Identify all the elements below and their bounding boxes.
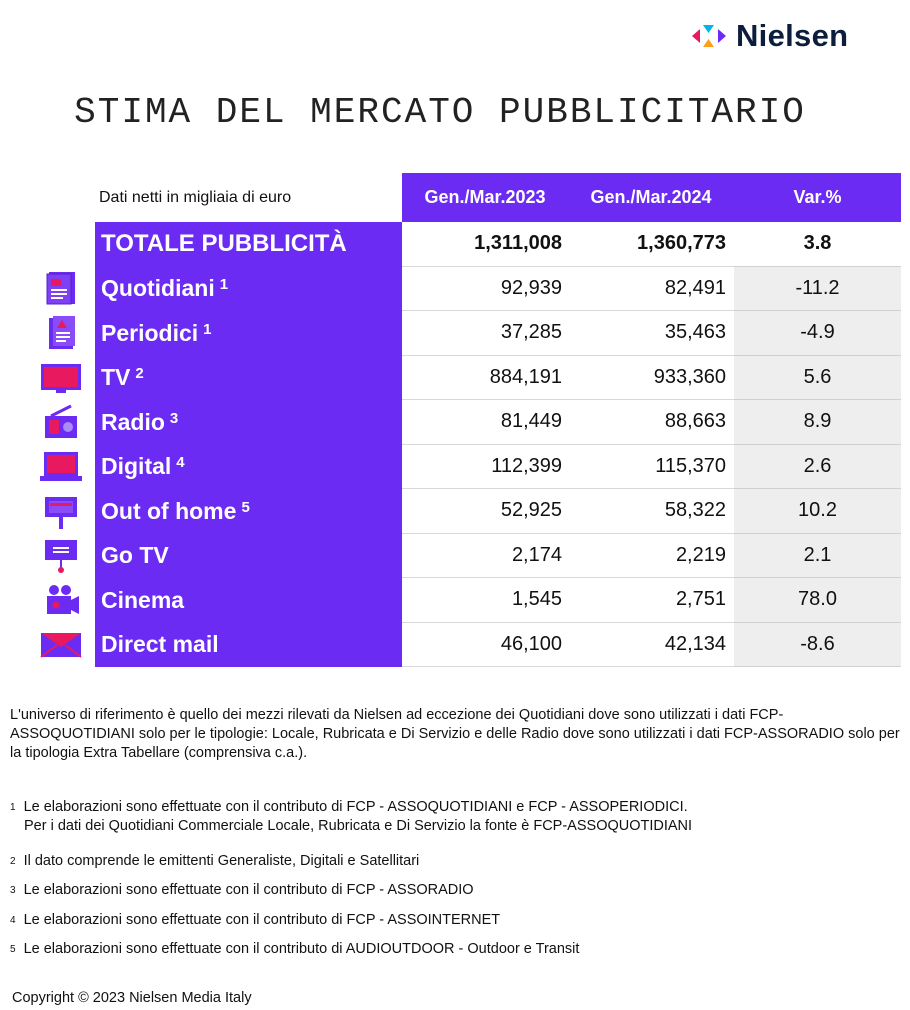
footnote-3 xyxy=(10,881,474,900)
row-label: Digital xyxy=(101,453,172,480)
table-row xyxy=(95,534,901,579)
row-2023: 81,449 xyxy=(402,400,568,445)
row-var: -4.9 xyxy=(734,311,901,356)
footnote-text: Le elaborazioni sono effettuate con il contributo di FCP - ASSOQUOTIDIANI e FCP - ASSOPERIODICI. xyxy=(23,799,688,815)
row-note: 1 xyxy=(203,320,212,338)
table-row xyxy=(95,311,901,356)
footnote-4 xyxy=(10,911,500,930)
row-note: 3 xyxy=(169,409,179,427)
row-var: 2.6 xyxy=(734,445,901,490)
magazine-icon xyxy=(36,311,86,356)
table-row xyxy=(95,489,901,534)
table-row xyxy=(95,400,901,445)
row-note: 5 xyxy=(241,498,250,516)
copyright: Copyright © 2023 Nielsen Media Italy xyxy=(12,990,252,1006)
row-2024: 42,134 xyxy=(568,623,734,668)
page-title: STIMA DEL MERCATO PUBBLICITARIO xyxy=(74,92,806,133)
table-header xyxy=(95,173,901,222)
row-note: 4 xyxy=(176,454,185,472)
row-label: Radio xyxy=(101,408,165,435)
table-row xyxy=(95,623,901,668)
header-2024: Gen./Mar.2024 xyxy=(568,173,734,222)
header-2023: Gen./Mar.2023 xyxy=(402,173,568,222)
row-label: Periodici xyxy=(101,319,199,346)
row-label: Cinema xyxy=(101,586,185,613)
footnote-1 xyxy=(10,798,692,836)
billboard-icon xyxy=(36,489,86,534)
row-2023: 46,100 xyxy=(402,623,568,668)
market-table xyxy=(95,173,901,667)
universe-note xyxy=(10,706,900,763)
row-label: Go TV xyxy=(101,542,169,569)
brand-name: Nielsen xyxy=(736,18,849,53)
footnote-text-2: Per i dati dei Quotidiani Commerciale Locale, Rubricata e Di Servizio la fonte è FCP-ASSOQUOTIDIANI xyxy=(24,818,693,834)
row-2023: 112,399 xyxy=(402,445,568,490)
total-var: 3.8 xyxy=(734,222,901,267)
row-note: 2 xyxy=(135,365,144,383)
universe-note-text: L'universo di riferimento è quello dei mezzi rilevati da Nielsen ad eccezione dei Quotidiani dove sono utilizzati i dati FCP-ASSOQUOTIDIANI solo per le tipologie: Locale, Rubricata e Di Servizio e delle Radio dove sono utilizzati i dati FCP-ASSORADIO solo per la tipologia Extra Tabellare (comprensiva c.a.). xyxy=(10,707,900,761)
nielsen-logo xyxy=(690,18,848,54)
row-var: 2.1 xyxy=(734,534,901,579)
footnote-text: Le elaborazioni sono effettuate con il contributo di FCP - ASSOINTERNET xyxy=(23,912,501,928)
footnote-text: Le elaborazioni sono effettuate con il contributo di FCP - ASSORADIO xyxy=(23,882,474,898)
row-2024: 82,491 xyxy=(568,267,734,312)
total-2023: 1,311,008 xyxy=(402,222,568,267)
table-row xyxy=(95,578,901,623)
row-var: 10.2 xyxy=(734,489,901,534)
row-label: Direct mail xyxy=(101,631,219,658)
footnote-mark: 1 xyxy=(10,802,16,813)
row-var: 78.0 xyxy=(734,578,901,623)
footnote-mark: 5 xyxy=(10,944,16,955)
row-label: TV xyxy=(101,364,131,391)
total-label: TOTALE PUBBLICITÀ xyxy=(95,222,402,267)
footnote-text: Le elaborazioni sono effettuate con il contributo di AUDIOUTDOOR - Outdoor e Transit xyxy=(23,941,580,957)
row-var: 5.6 xyxy=(734,356,901,401)
row-2024: 933,360 xyxy=(568,356,734,401)
footnote-2 xyxy=(10,852,419,871)
movie-camera-icon xyxy=(36,578,86,623)
table-row xyxy=(95,356,901,401)
row-note: 1 xyxy=(219,276,229,294)
row-2024: 2,219 xyxy=(568,534,734,579)
footnote-mark: 3 xyxy=(10,885,16,896)
envelope-icon xyxy=(36,622,86,667)
table-row xyxy=(95,267,901,312)
laptop-icon xyxy=(36,444,86,489)
radio-icon xyxy=(36,400,86,445)
table-caption: Dati netti in migliaia di euro xyxy=(99,188,292,206)
row-2024: 58,322 xyxy=(568,489,734,534)
row-label: Quotidiani xyxy=(101,275,215,302)
footnote-text: Il dato comprende le emittenti Generaliste, Digitali e Satellitari xyxy=(23,853,420,869)
newspaper-icon xyxy=(36,266,86,311)
row-2023: 37,285 xyxy=(402,311,568,356)
footnote-mark: 2 xyxy=(10,856,16,867)
tv-icon xyxy=(36,355,86,400)
row-2023: 2,174 xyxy=(402,534,568,579)
row-var: -11.2 xyxy=(734,267,901,312)
table-row xyxy=(95,445,901,490)
row-label: Out of home xyxy=(101,497,237,524)
row-2023: 92,939 xyxy=(402,267,568,312)
row-2024: 88,663 xyxy=(568,400,734,445)
footnote-5 xyxy=(10,940,579,959)
nielsen-mark-icon xyxy=(690,22,728,50)
row-var: -8.6 xyxy=(734,623,901,668)
header-var: Var.% xyxy=(734,173,901,222)
row-2023: 52,925 xyxy=(402,489,568,534)
row-2023: 1,545 xyxy=(402,578,568,623)
row-2024: 115,370 xyxy=(568,445,734,490)
total-row xyxy=(95,222,901,267)
footnote-mark: 4 xyxy=(10,915,16,926)
total-2024: 1,360,773 xyxy=(568,222,734,267)
media-icons xyxy=(36,266,86,667)
row-2023: 884,191 xyxy=(402,356,568,401)
screen-icon xyxy=(36,533,86,578)
row-var: 8.9 xyxy=(734,400,901,445)
row-2024: 2,751 xyxy=(568,578,734,623)
row-2024: 35,463 xyxy=(568,311,734,356)
